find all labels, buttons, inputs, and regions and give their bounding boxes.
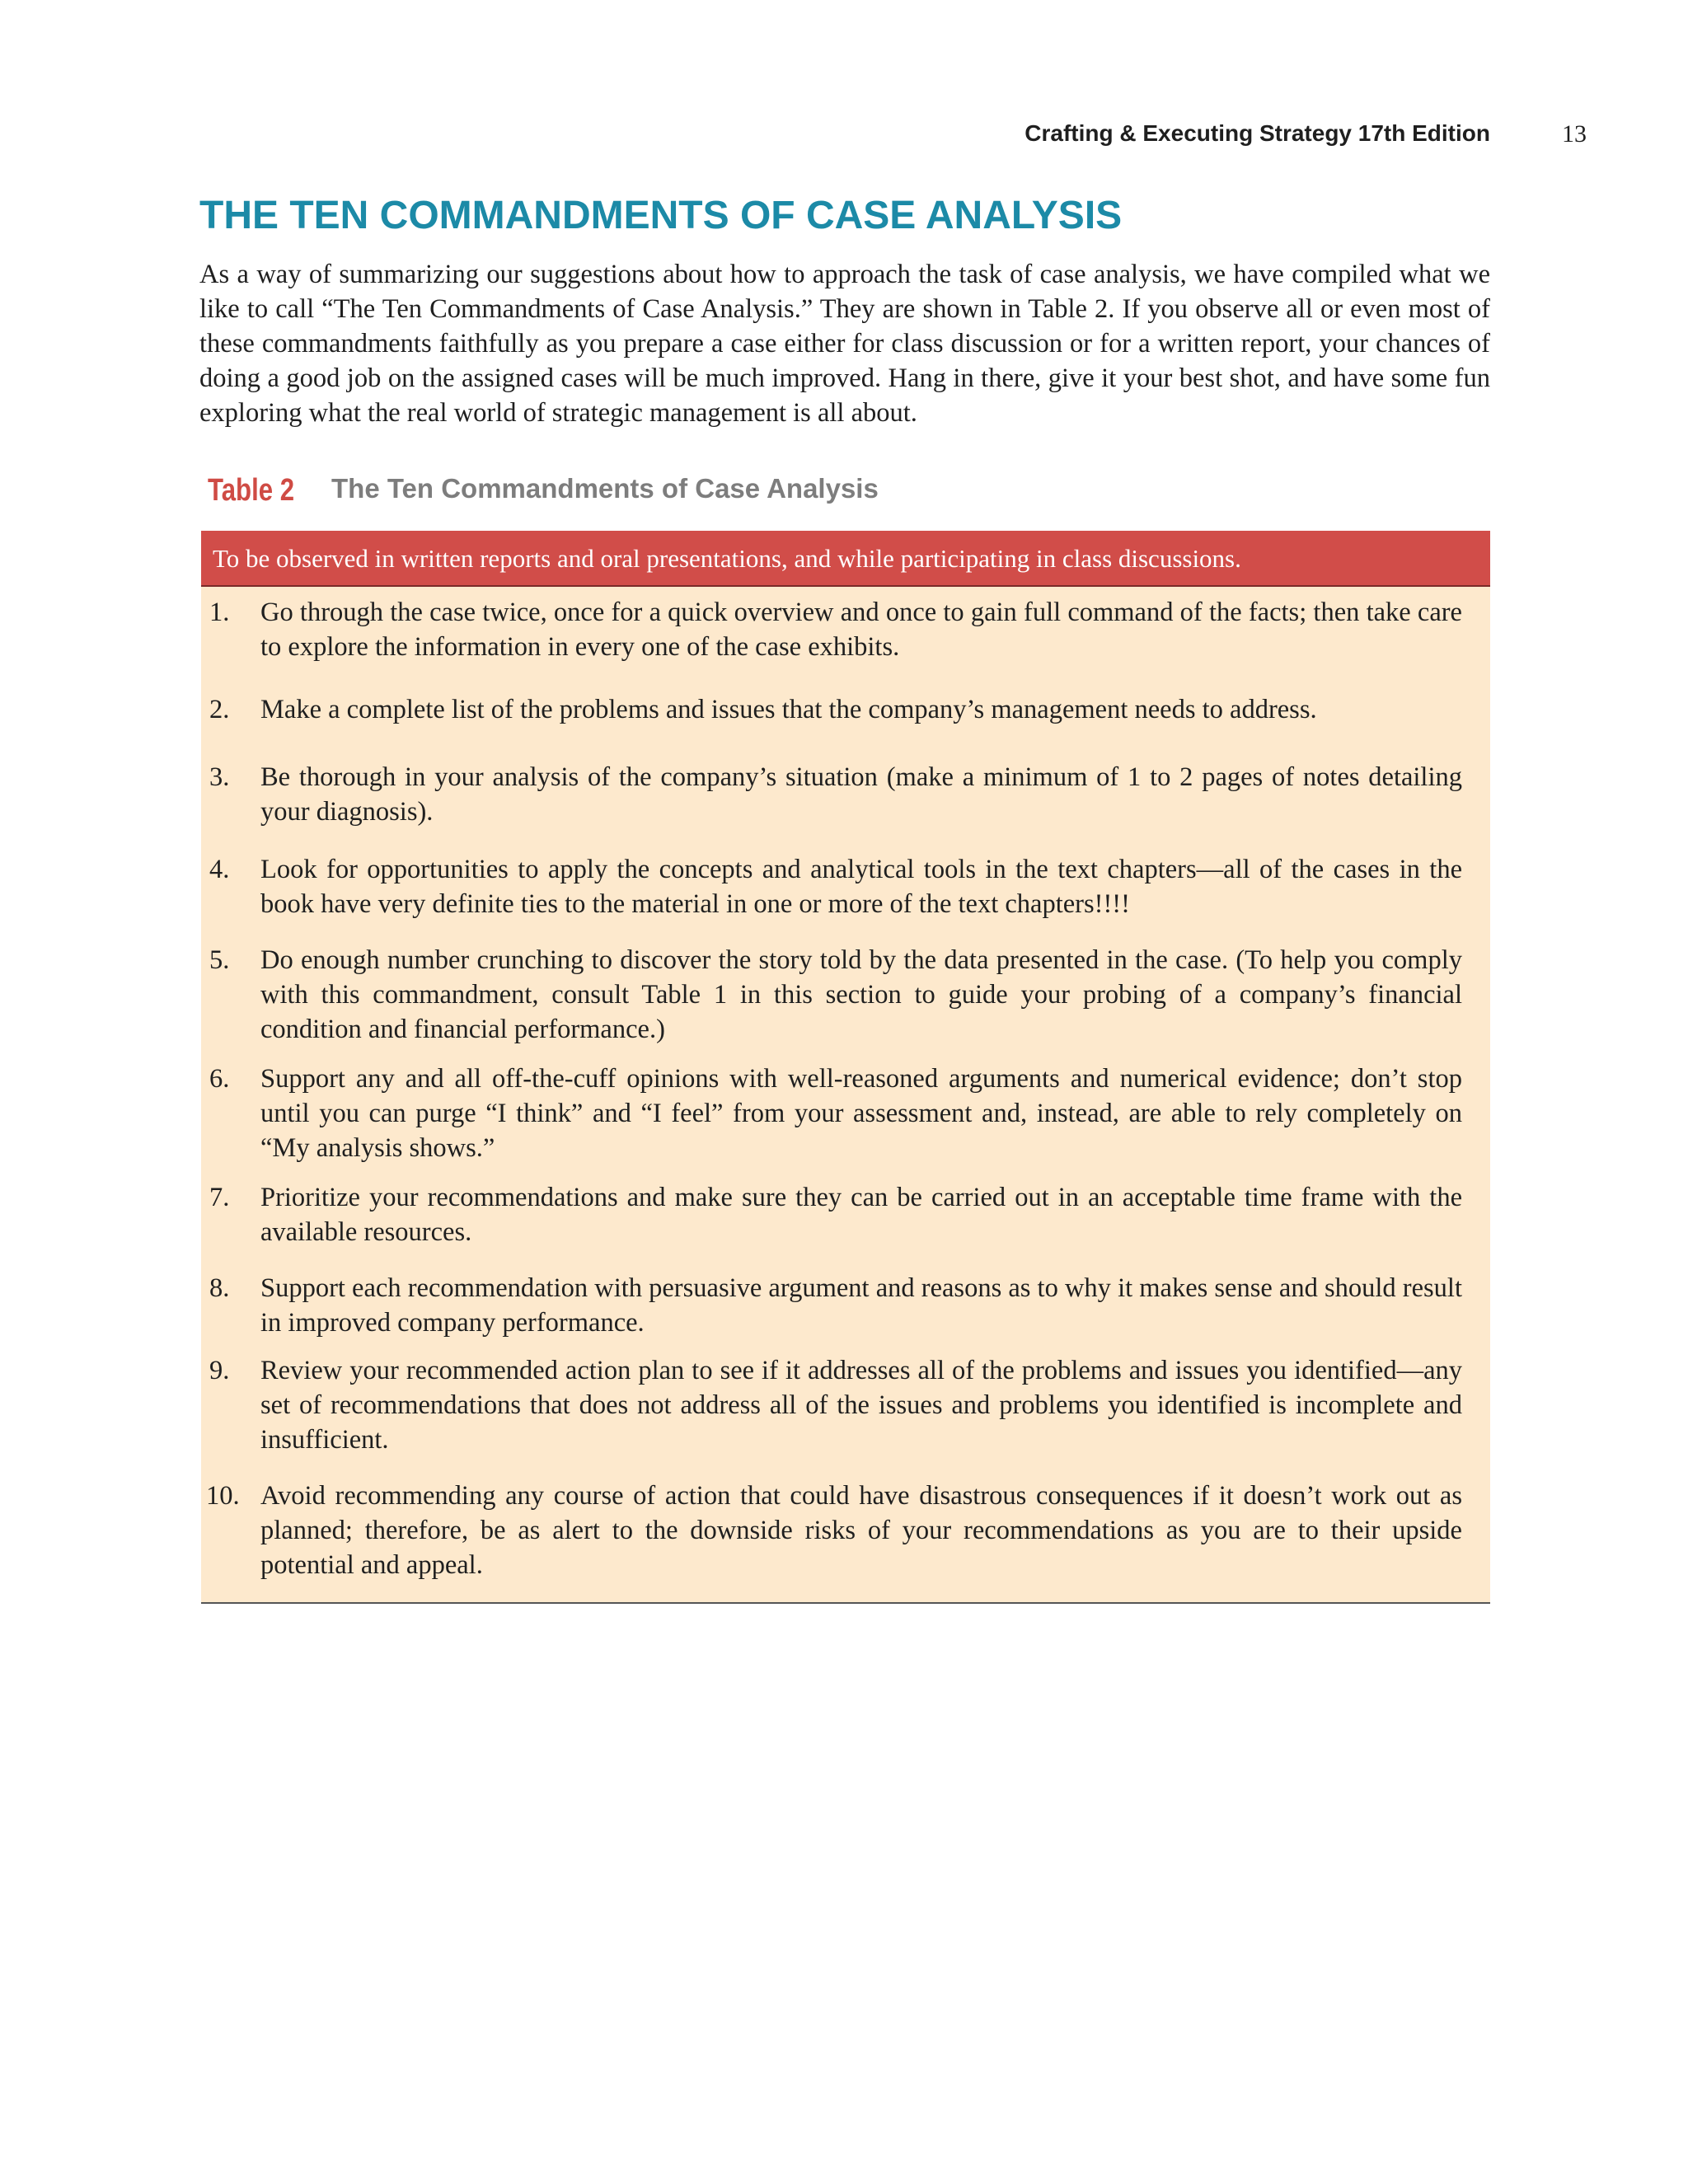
item-text: Do enough number crunching to discover the story told by the data presented in the case. (To help you comply with this commandment, consult Table 1 in this section to guide your probing of a company’s financial condition and financial performance.) [260, 945, 1462, 1044]
item-text: Support any and all off-the-cuff opinions with well-reasoned arguments and numerical evidence; don’t stop until you can purge “I think” and “I feel” from your assessment and, instead, are able to rely completely on “My analysis shows.” [260, 1064, 1462, 1163]
item-number: 1. [209, 598, 230, 627]
running-title: Crafting & Executing Strategy 17th Edition [1025, 120, 1490, 146]
item-number: 7. [209, 1183, 230, 1212]
intro-paragraph: As a way of summarizing our suggestions about how to approach the task of case analysis, we have compiled what we like to call “The Ten Commandments of Case Analysis.” They are shown in Table 2. If you observe all or even most of these commandments faithfully as you prepare a case either for class discussion or for a written report, your chances of doing a good job on the assigned cases will be much improved. Hang in there, give it your best shot, and have some fun exploring what the real world of strategic management is all about. [199, 260, 1490, 428]
item-number: 4. [209, 855, 230, 884]
running-head [907, 120, 1490, 147]
item-text: Be thorough in your analysis of the company’s situation (make a minimum of 1 to 2 pages of notes detailing your diagnosis). [260, 762, 1462, 827]
item-number: 3. [209, 762, 230, 792]
item-text: Prioritize your recommendations and make sure they can be carried out in an acceptable time frame with the available resources. [260, 1183, 1462, 1247]
table-title: The Ten Commandments of Case Analysis [331, 473, 879, 504]
commandments-table [201, 531, 1490, 1604]
item-text: Avoid recommending any course of action that could have disastrous consequences if it doesn’t work out as planned; therefore, be as alert to the downside risks of your recommendations as you are to their upside potential and appeal. [260, 1481, 1462, 1580]
item-number: 8. [209, 1273, 230, 1303]
item-number: 9. [209, 1356, 230, 1385]
item-number: 5. [209, 945, 230, 975]
item-text: Make a complete list of the problems and issues that the company’s management needs to address. [260, 695, 1317, 724]
item-text: Review your recommended action plan to see if it addresses all of the problems and issues you identified—any set of recommendations that does not address all of the issues and problems you identified is incomplete and insufficient. [260, 1356, 1462, 1455]
section-heading: THE TEN COMMANDMENTS OF CASE ANALYSIS [199, 194, 1123, 237]
item-text: Support each recommendation with persuasive argument and reasons as to why it makes sense and should result in improved company performance. [260, 1273, 1462, 1338]
item-number: 6. [209, 1064, 230, 1094]
item-number: 10. [206, 1481, 240, 1511]
table-header-row: To be observed in written reports and oral presentations, and while participating in class discussions. [201, 531, 1490, 587]
table-caption [208, 473, 879, 509]
table-label: Table 2 [208, 473, 295, 508]
item-text: Go through the case twice, once for a quick overview and once to gain full command of the facts; then take care to explore the information in every one of the case exhibits. [260, 598, 1462, 662]
item-number: 2. [209, 695, 230, 724]
page-number: 13 [1562, 120, 1587, 148]
item-text: Look for opportunities to apply the concepts and analytical tools in the text chapters—all of the cases in the book have very definite ties to the material in one or more of the text chapters!!!! [260, 855, 1462, 919]
